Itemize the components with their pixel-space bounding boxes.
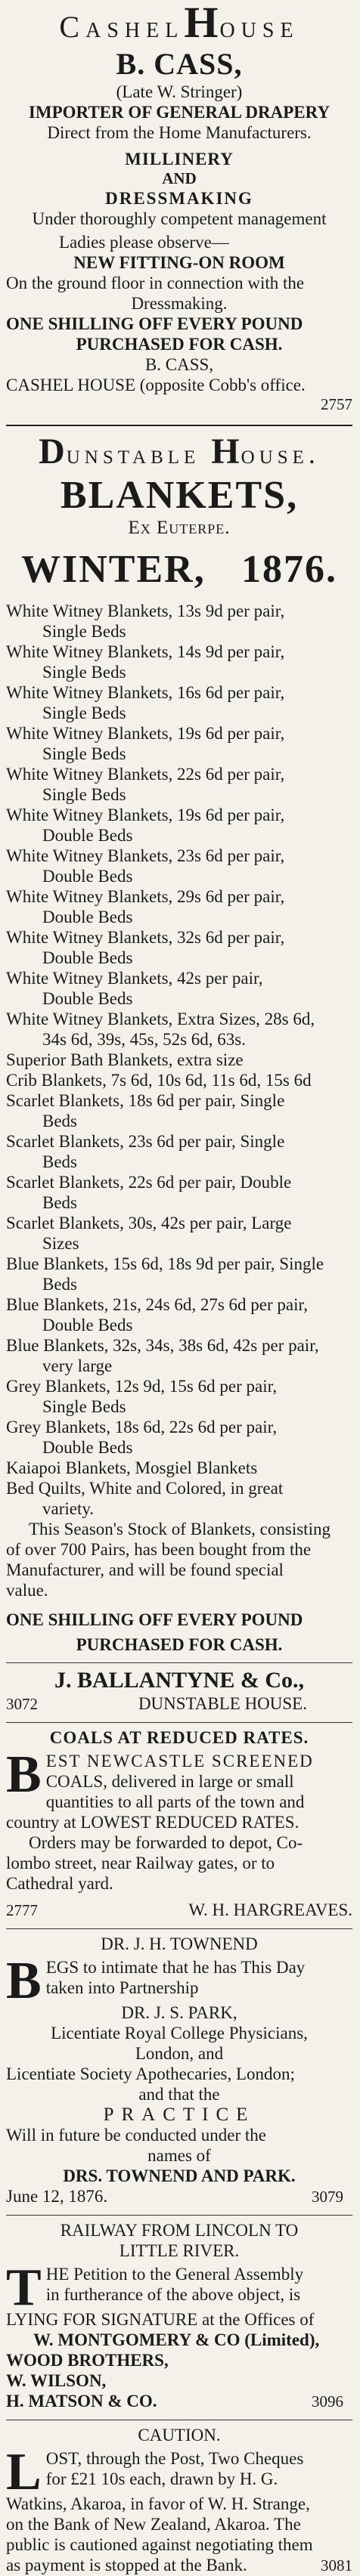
price-list-subline: Double Beds (42, 948, 133, 967)
price-list-item: Kaiapoi Blankets, Mosgiel Blankets (6, 1458, 258, 1477)
townend-line: Licentiate Society Apothecaries, London; (6, 2064, 295, 2083)
price-list-item: Grey Blankets, 18s 6d, 22s 6d per pair, (6, 1418, 278, 1436)
railway-line: HE Petition to the General Assembly (45, 2265, 304, 2284)
price-list-item: Scarlet Blankets, 18s 6d per pair, Single (6, 1091, 285, 1110)
stock-line-3: Manufacturer, and will be found special (6, 1560, 284, 1579)
price-list-subline: Single Beds (42, 622, 126, 641)
drop-cap: B (6, 1746, 42, 1804)
townend-line: EGS to intimate that he has This Day (45, 1958, 306, 1977)
price-list-subline: Single Beds (42, 663, 126, 682)
railway-line: LYING FOR SIGNATURE at the Offices of (6, 2310, 315, 2329)
price-list-item: White Witney Blankets, 29s 6d per pair, (6, 887, 285, 906)
price-list-subline: Sizes (42, 1234, 79, 1253)
title-end: ouse. (241, 439, 320, 469)
townend-line: Will in future be conducted under the (6, 2126, 266, 2145)
ground-floor-2: Dressmaking. (131, 294, 228, 313)
practice-heading: PRACTICE (103, 2104, 256, 2125)
price-list-subline: Single Beds (42, 785, 126, 804)
price-list-subline: Double Beds (42, 1316, 133, 1334)
townend-footer (6, 2186, 352, 2207)
winter-year: 1876. (241, 548, 337, 591)
dunstable-house-ad (6, 432, 352, 1655)
drop-cap: T (6, 2259, 42, 2317)
title-big-letter: H (211, 431, 241, 472)
railway-footer (6, 2391, 352, 2412)
winter-word: WINTER, (21, 548, 206, 591)
stock-line-2: of over 700 Pairs, has been bought from the (6, 1540, 312, 1559)
price-list-item: Scarlet Blankets, 30s, 42s per pair, Large (6, 1214, 292, 1232)
price-list-item: Blue Blankets, 21s, 24s 6d, 27s 6d per pair, (6, 1295, 308, 1314)
price-list-item: White Witney Blankets, Extra Sizes, 28s 6d, (6, 1010, 315, 1028)
shilling-line: ONE SHILLING OFF EVERY POUND (6, 314, 303, 333)
stock-line-4: value. (6, 1581, 48, 1600)
coals-body (6, 1746, 352, 1894)
railway-line: WOOD BROTHERS, (6, 2351, 169, 2370)
ad-number: 3081 (321, 2556, 352, 2574)
ballantyne-firm: J. BALLANTYNE & Co., (54, 1668, 305, 1693)
price-list-item: White Witney Blankets, 42s per pair, (6, 969, 263, 988)
caution-last-row (6, 2555, 352, 2576)
late-note: (Late W. Stringer) (116, 82, 243, 101)
coals-line: Orders may be forwarded to depot, Co- (29, 1833, 303, 1852)
price-list-item: White Witney Blankets, 22s 6d per pair, (6, 765, 285, 784)
drop-cap: L (6, 2443, 42, 2501)
caution-title: CAUTION. (138, 2426, 221, 2445)
ladies-line: Ladies please observe— (59, 233, 229, 252)
price-list-subline: Beds (42, 1152, 77, 1171)
townend-date: June 12, 1876. (6, 2187, 108, 2206)
title-prefix: Cashel (59, 10, 185, 44)
railway-line: W. MONTGOMERY & CO (Limited), (33, 2330, 320, 2349)
blankets-heading: BLANKETS, (60, 474, 299, 517)
townend-line: DR. J. S. PARK, (121, 2003, 237, 2022)
shilling-line: ONE SHILLING OFF EVERY POUND (6, 1610, 303, 1629)
title-suffix: ouse (219, 10, 299, 44)
coals-footer (6, 1894, 352, 1921)
price-list-item: White Witney Blankets, 23s 6d per pair, (6, 846, 285, 865)
price-list-subline: Double Beds (42, 867, 133, 886)
coals-line: Cathedral yard. (6, 1874, 113, 1893)
title-middle: unstable (66, 439, 200, 469)
price-list-subline: very large (42, 1356, 113, 1375)
price-list-item: White Witney Blankets, 32s 6d per pair, (6, 928, 285, 947)
price-list-item: Bed Quilts, White and Colored, in great (6, 1479, 284, 1498)
price-list-subline: Single Beds (42, 744, 126, 763)
price-list-item: Blue Blankets, 32s, 34s, 38s 6d, 42s per pair, (6, 1336, 319, 1355)
price-list-subline: Single Beds (42, 1397, 126, 1416)
price-list-subline: Double Beds (42, 908, 133, 926)
price-list (6, 601, 352, 1519)
dunstable-house-title (6, 432, 352, 474)
direct-line: Direct from the Home Manufacturers. (47, 123, 312, 142)
cashel-house-title (6, 0, 352, 47)
divider (6, 1722, 352, 1723)
townend-line: Licentiate Royal College Physicians, (51, 2024, 308, 2043)
railway-line: H. MATSON & CO. (6, 2392, 157, 2411)
townend-line: and that the (138, 2085, 220, 2104)
price-list-subline: Double Beds (42, 1438, 133, 1457)
drop-cap: B (6, 1952, 42, 2010)
coals-line: quantities to all parts of the town and (45, 1792, 305, 1811)
caution-ad (6, 2425, 352, 2576)
cashel-address: CASHEL HOUSE (opposite Cobb's office. (6, 376, 306, 394)
townend-body (6, 1952, 352, 2186)
caution-line: for £21 10s each, drawn by H. G. (45, 2469, 278, 2488)
ad-number: 2777 (6, 1901, 38, 1919)
price-list-item: White Witney Blankets, 14s 9d per pair, (6, 642, 285, 661)
millinery-heading: MILLINERY (125, 150, 234, 169)
price-list-subline: Double Beds (42, 989, 133, 1008)
railway-title-1: RAILWAY FROM LINCOLN TO (60, 2221, 299, 2240)
price-list-item: White Witney Blankets, 13s 9d per pair, (6, 601, 285, 620)
caution-line: as payment is stopped at the Bank. (6, 2556, 247, 2574)
price-list-item: Blue Blankets, 15s 6d, 18s 9d per pair, Single (6, 1254, 324, 1273)
price-list-subline: Single Beds (42, 704, 126, 722)
ground-floor-1: On the ground floor in connection with the (6, 274, 305, 292)
coals-line: lombo street, near Railway gates, or to (6, 1854, 275, 1872)
price-list-item: White Witney Blankets, 19s 6d per pair, (6, 724, 285, 743)
price-list-subline: 34s 6d, 39s, 45s, 52s 6d, 63s. (42, 1030, 247, 1049)
house-name: DUNSTABLE HOUSE. (138, 1694, 307, 1713)
cashel-signature: B. CASS, (144, 355, 214, 374)
railway-ad (6, 2220, 352, 2412)
price-list-subline: Beds (42, 1112, 77, 1130)
railway-line: W. WILSON, (6, 2371, 107, 2390)
townend-title: DR. J. H. TOWNEND (101, 1934, 258, 1953)
ballantyne-footer (6, 1693, 352, 1715)
cash-line: PURCHASED FOR CASH. (76, 1635, 283, 1654)
stock-line-1: This Season's Stock of Blankets, consisting (29, 1520, 331, 1538)
proprietor-name: B. CASS, (116, 47, 243, 81)
coals-signature: W. H. HARGREAVES. (188, 1900, 352, 1919)
townend-line: London, and (135, 2044, 224, 2063)
price-list-item: Scarlet Blankets, 22s 6d per pair, Double (6, 1173, 292, 1192)
winter-heading (6, 548, 352, 592)
ship-line: Ex Euterpe. (128, 518, 231, 538)
railway-body (6, 2259, 352, 2391)
title-big-letter: H (184, 0, 220, 47)
townend-line: taken into Partnership (45, 1978, 199, 1997)
price-list-item: Grey Blankets, 12s 9d, 15s 6d per pair, (6, 1377, 278, 1396)
townend-ad (6, 1934, 352, 2207)
cashel-house-ad (6, 0, 352, 414)
divider (6, 425, 352, 426)
coals-line: COALS, delivered in large or small (45, 1772, 294, 1791)
ad-number: 3079 (312, 2188, 343, 2206)
price-list-subline: Double Beds (42, 826, 133, 845)
townend-line: DRS. TOWNEND AND PARK. (63, 2166, 296, 2185)
management-line: Under thoroughly competent management (32, 209, 327, 228)
title-big-letter: D (39, 431, 67, 472)
coals-ad (6, 1727, 352, 1921)
price-list-item: White Witney Blankets, 19s 6d per pair, (6, 806, 285, 824)
coals-title: COALS AT REDUCED RATES. (49, 1728, 309, 1747)
divider (6, 1662, 352, 1663)
and-word: AND (162, 169, 197, 187)
townend-line: names of (147, 2146, 211, 2165)
price-list-item: White Witney Blankets, 16s 6d per pair, (6, 683, 285, 702)
railway-title-2: LITTLE RIVER. (119, 2241, 240, 2260)
coals-line: EST NEWCASTLE SCREENED (45, 1752, 314, 1770)
price-list-item: Scarlet Blankets, 23s 6d per pair, Single (6, 1132, 285, 1151)
cash-line: PURCHASED FOR CASH. (76, 335, 283, 354)
caution-line: on the Bank of New Zealand, Akaroa. The (6, 2515, 301, 2534)
price-list-subline: Beds (42, 1193, 77, 1212)
price-list-subline: variety. (42, 1499, 95, 1518)
divider (6, 1928, 352, 1929)
ad-number: 3096 (312, 2392, 343, 2411)
dressmaking-heading: DRESSMAKING (105, 189, 253, 208)
price-list-item: Crib Blankets, 7s 6d, 10s 6d, 11s 6d, 15s 6d (6, 1071, 312, 1090)
caution-body (6, 2443, 352, 2576)
caution-line: Watkins, Akaroa, in favor of W. H. Strange, (6, 2494, 310, 2513)
divider (6, 2215, 352, 2216)
caution-line: OST, through the Post, Two Cheques (45, 2449, 304, 2468)
coals-line: country at LOWEST REDUCED RATES. (6, 1813, 299, 1832)
importer-line: IMPORTER OF GENERAL DRAPERY (28, 103, 331, 122)
ad-number: 2757 (321, 395, 352, 413)
price-list-item: Superior Bath Blankets, extra size (6, 1050, 244, 1069)
fitting-room: NEW FITTING-ON ROOM (73, 253, 285, 272)
caution-line: public is cautioned against negotiating them (6, 2535, 313, 2554)
ad-number: 3072 (6, 1695, 38, 1713)
price-list-subline: Beds (42, 1275, 77, 1294)
railway-line: in furtherance of the above object, is (45, 2285, 301, 2304)
